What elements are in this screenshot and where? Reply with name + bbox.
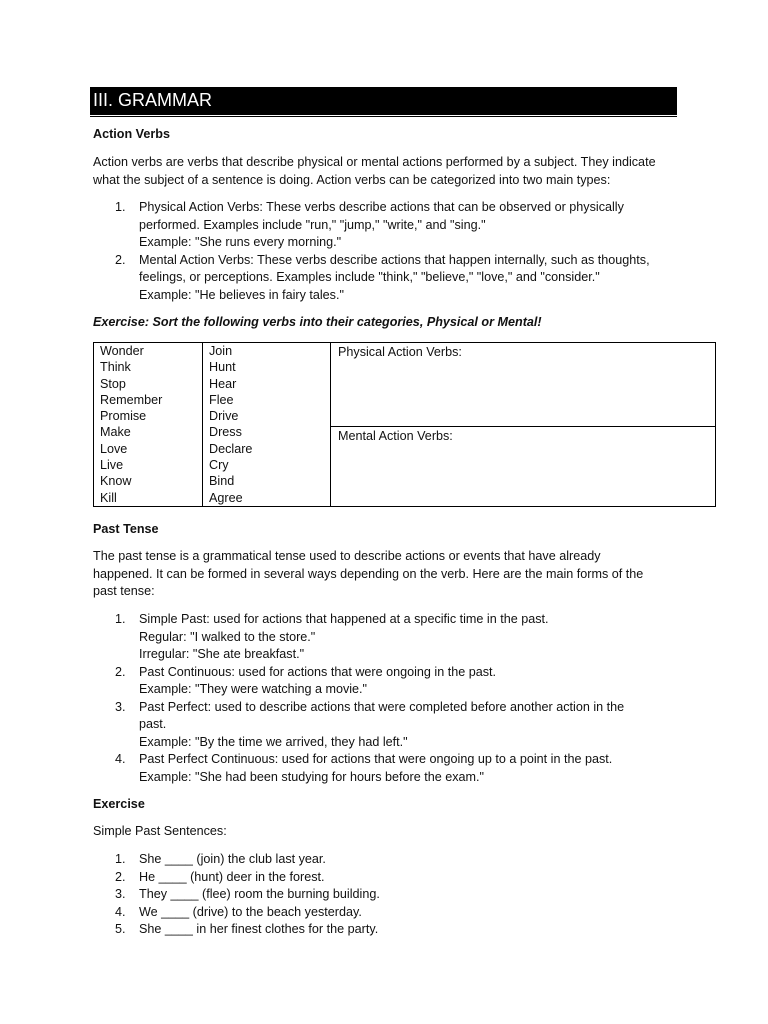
list-line: past.	[139, 717, 167, 731]
verb-word: Flee	[209, 392, 234, 407]
section-header-bar	[90, 87, 677, 115]
verb-word: Live	[100, 458, 124, 473]
exercise-sentence: She ____ (join) the club last year.	[139, 852, 326, 866]
verb-word: Hunt	[209, 360, 236, 375]
list-item	[93, 904, 693, 922]
list-line: Example: "He believes in fairy tales."	[139, 287, 344, 302]
list-line: Physical Action Verbs: These verbs describe actions that can be observed or physically	[139, 200, 624, 214]
verb-word: Dress	[209, 425, 242, 440]
exercise-prompt: Exercise: Sort the following verbs into their categories, Physical or Mental!	[93, 315, 542, 329]
verb-word: Stop	[100, 376, 126, 391]
list-item	[93, 751, 693, 786]
section-divider	[90, 116, 677, 117]
list-item	[93, 664, 693, 699]
list-item	[93, 199, 693, 252]
answer-area	[331, 343, 716, 507]
list-number: 1.	[115, 612, 126, 626]
list-line: Example: "They were watching a movie."	[139, 682, 368, 696]
list-number: 3.	[115, 699, 126, 714]
intro-line: what the subject of a sentence is doing. Action verbs can be categorized into two main types:	[93, 172, 611, 187]
exercise-sentence: We ____ (drive) to the beach yesterday.	[139, 904, 362, 919]
verb-column-2	[203, 343, 331, 507]
list-item	[93, 252, 693, 305]
list-number: 5.	[115, 922, 126, 936]
verb-word: Bind	[209, 474, 235, 489]
list-line: Mental Action Verbs: These verbs describe actions that happen internally, such as thoughts,	[139, 252, 650, 267]
exercise-heading: Exercise	[93, 797, 145, 811]
exercise-sentence: He ____ (hunt) deer in the forest.	[139, 869, 325, 884]
list-line: Past Continuous: used for actions that were ongoing in the past.	[139, 664, 497, 679]
list-number: 1.	[115, 852, 126, 866]
list-line: feelings, or perceptions. Examples include "think," "believe," "love," and "consider."	[139, 270, 600, 284]
list-line: Past Perfect Continuous: used for actions that were ongoing up to a point in the past.	[139, 752, 613, 766]
list-number: 4.	[115, 752, 126, 766]
intro-line: The past tense is a grammatical tense used to describe actions or events that have already	[93, 549, 601, 563]
section-title: III. GRAMMAR	[93, 90, 213, 110]
list-line: Example: "She had been studying for hours before the exam."	[139, 769, 484, 784]
verb-sort-table	[93, 342, 716, 507]
verb-word: Wonder	[100, 344, 144, 358]
verb-word: Cry	[209, 458, 229, 473]
list-item	[93, 851, 693, 869]
list-line: Example: "She runs every morning."	[139, 235, 342, 249]
list-number: 2.	[115, 664, 126, 679]
verb-types-list	[93, 199, 693, 304]
list-number: 4.	[115, 904, 126, 919]
list-line: Example: "By the time we arrived, they had left."	[139, 734, 408, 749]
action-verbs-heading: Action Verbs	[93, 127, 170, 141]
physical-verbs-label: Physical Action Verbs:	[338, 345, 462, 359]
verb-word: Love	[100, 441, 128, 456]
verb-word: Declare	[209, 441, 253, 456]
past-tense-intro	[93, 548, 693, 601]
mental-verbs-label: Mental Action Verbs:	[338, 429, 453, 443]
exercise-list	[93, 851, 693, 939]
list-number: 1.	[115, 200, 126, 214]
intro-line: happened. It can be formed in several ways depending on the verb. Here are the main forms of the	[93, 566, 644, 581]
intro-line: past tense:	[93, 584, 155, 598]
list-line: Regular: "I walked to the store."	[139, 629, 316, 644]
list-item	[93, 921, 693, 939]
list-item	[93, 699, 693, 752]
list-line: Simple Past: used for actions that happened at a specific time in the past.	[139, 612, 549, 626]
exercise-sentence: They ____ (flee) room the burning building.	[139, 887, 380, 901]
verb-column-1	[94, 343, 203, 507]
verb-word: Agree	[209, 490, 243, 505]
verb-word: Think	[100, 360, 131, 375]
list-item	[93, 611, 693, 664]
list-number: 2.	[115, 252, 126, 267]
past-tense-heading: Past Tense	[93, 522, 159, 536]
list-line: Irregular: "She ate breakfast."	[139, 647, 305, 661]
list-line: performed. Examples include "run," "jump," "write," and "sing."	[139, 217, 486, 232]
list-item	[93, 869, 693, 887]
verb-word: Drive	[209, 409, 239, 424]
verb-word: Make	[100, 425, 131, 440]
verb-word: Remember	[100, 392, 163, 407]
verb-word: Promise	[100, 409, 147, 424]
list-number: 3.	[115, 887, 126, 901]
intro-line: Action verbs are verbs that describe physical or mental actions performed by a subject. They indicate	[93, 155, 656, 169]
verb-word: Hear	[209, 376, 237, 391]
verb-word: Kill	[100, 490, 117, 505]
past-forms-list	[93, 611, 693, 786]
list-item	[93, 886, 693, 904]
list-line: Past Perfect: used to describe actions that were completed before another action in the	[139, 699, 625, 714]
verb-word: Join	[209, 344, 233, 358]
exercise-subheading: Simple Past Sentences:	[93, 824, 227, 838]
verb-word: Know	[100, 474, 132, 489]
exercise-sentence: She ____ in her finest clothes for the party.	[139, 922, 379, 936]
answer-divider	[331, 426, 715, 427]
list-number: 2.	[115, 869, 126, 884]
action-verbs-intro	[93, 154, 693, 189]
